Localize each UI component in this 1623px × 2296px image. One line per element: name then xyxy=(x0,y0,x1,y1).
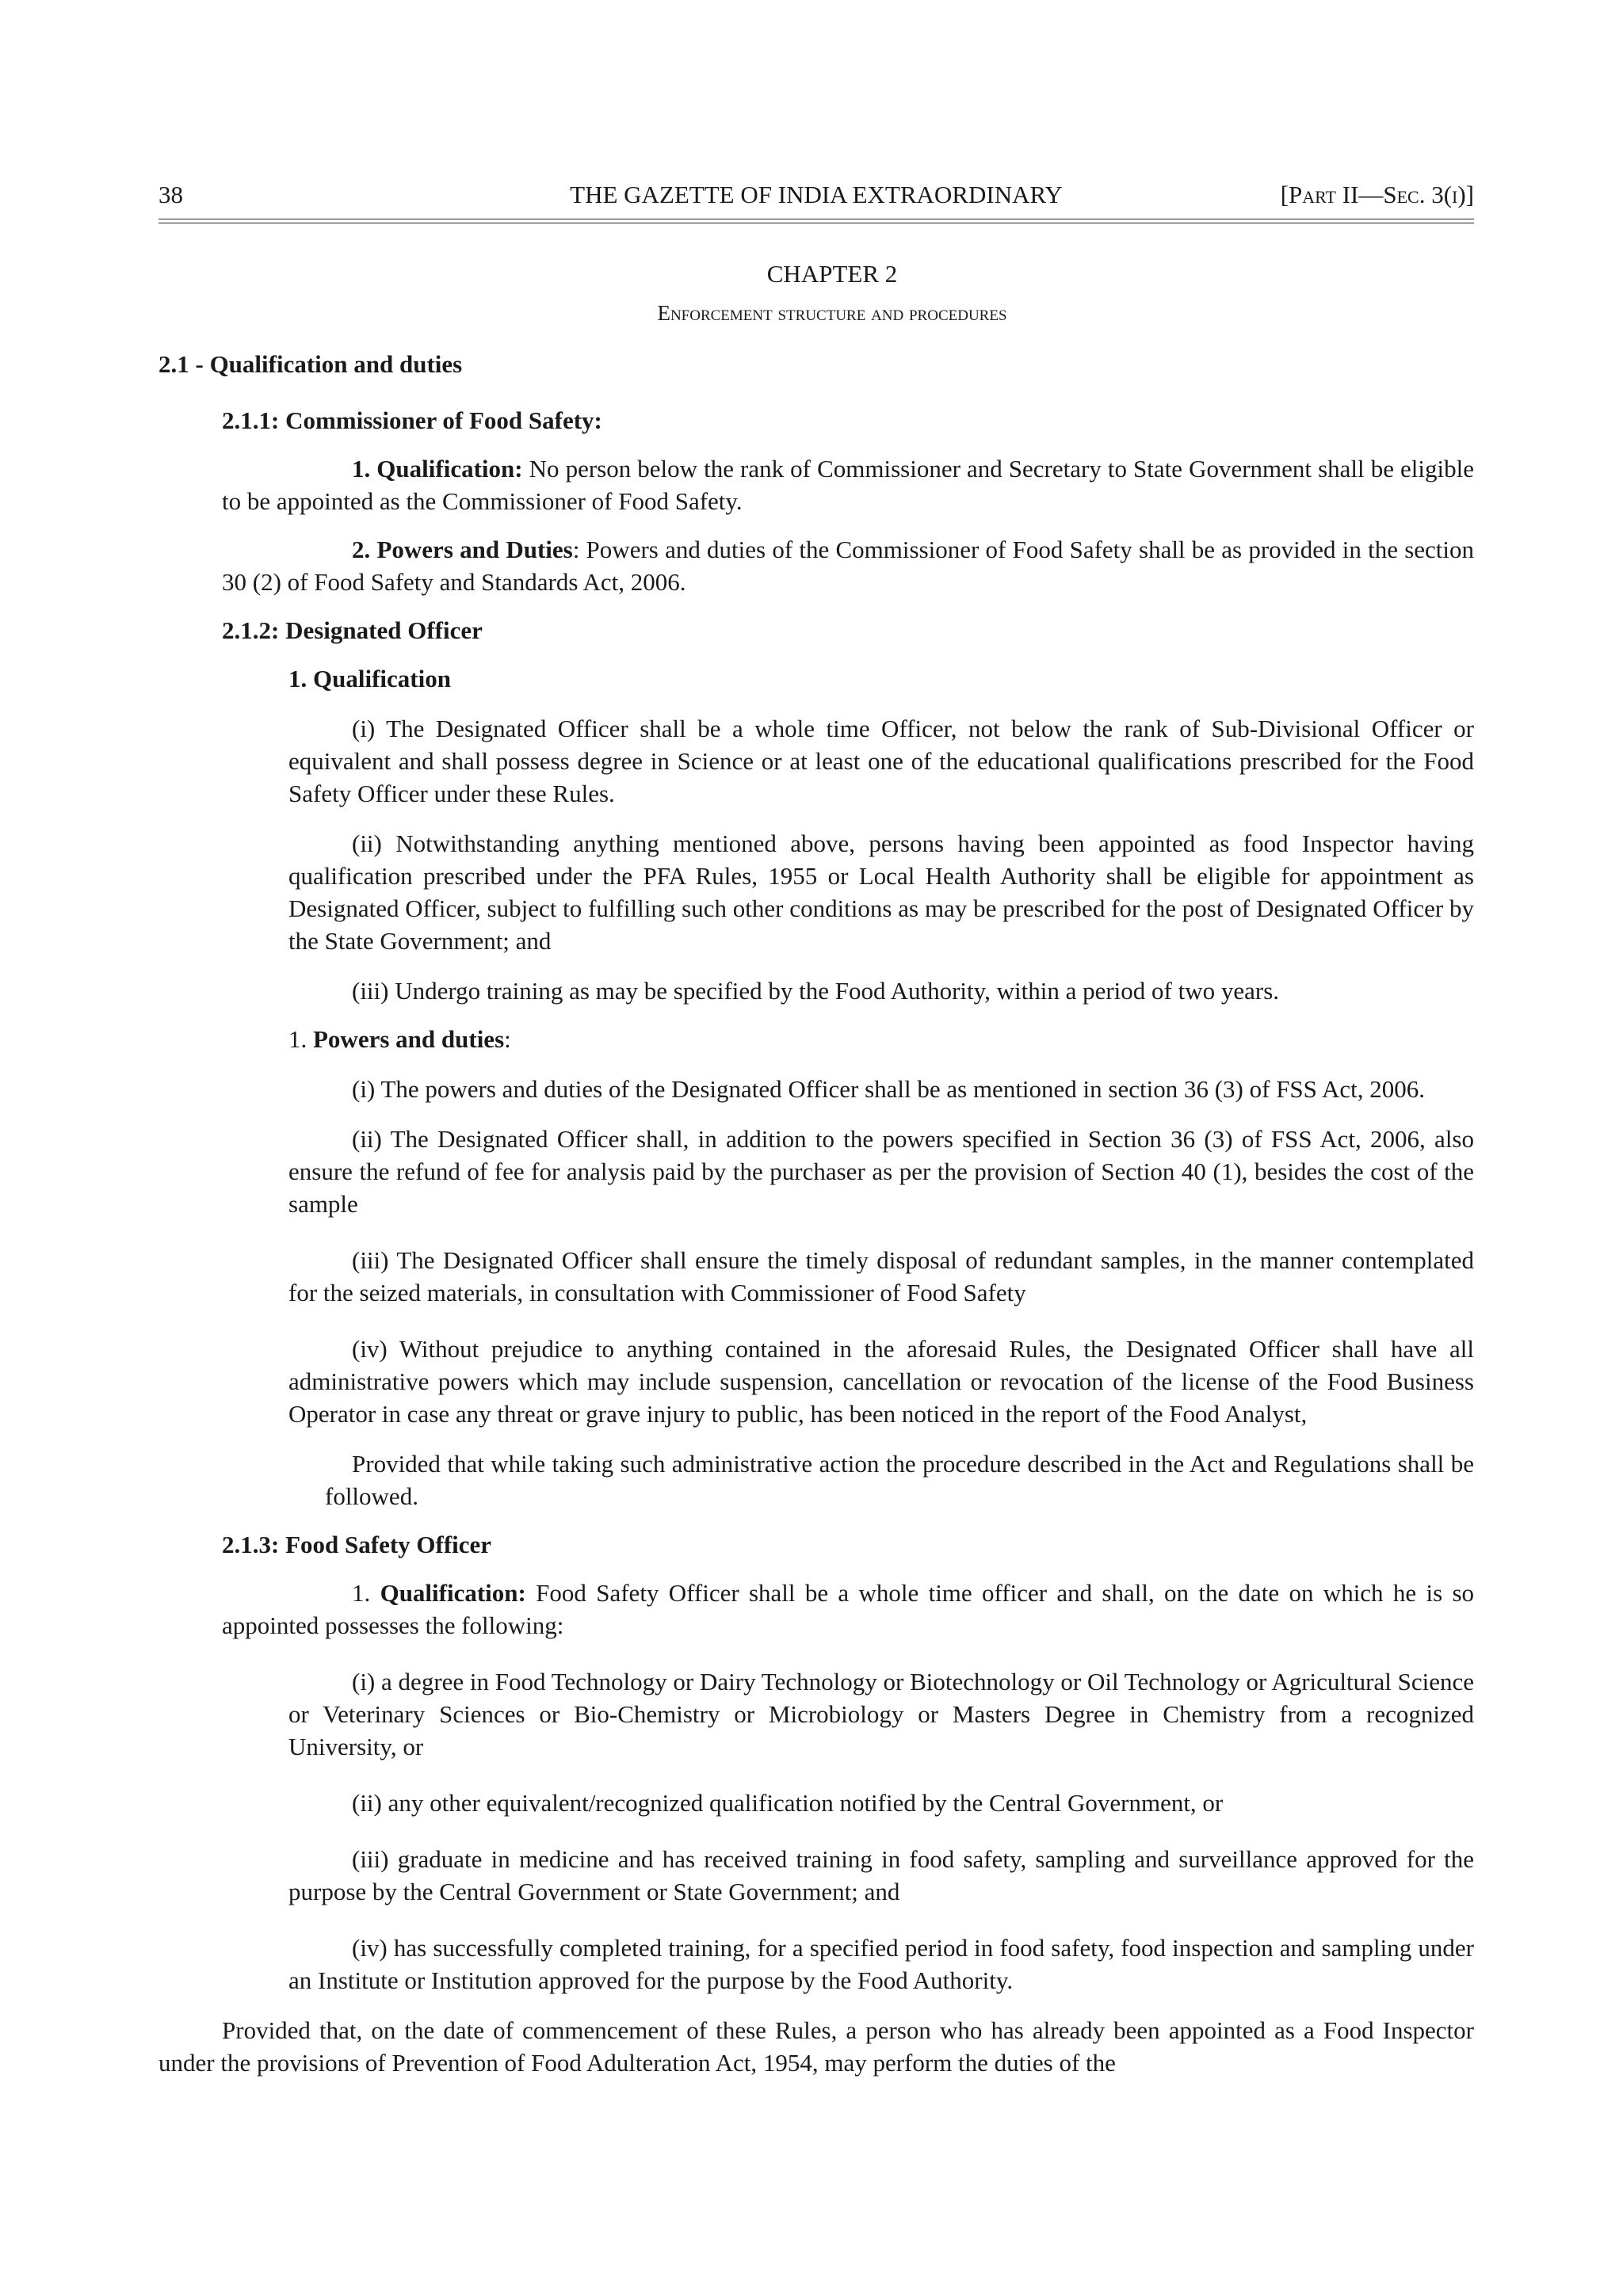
designated-officer-power-i: (i) The powers and duties of the Designated Officer shall be as mentioned in section 36 (3) of FSS Act, 2006. xyxy=(352,1075,1425,1103)
fso-qualification xyxy=(222,1577,1474,1642)
commissioner-powers xyxy=(222,533,1474,598)
fso-qual-i: (i) a degree in Food Technology or Dairy Technology or Biotechnology or Oil Technology or Agricultural Science or Veterinary Sciences or Bio-Chemistry or Microbiology or Masters Degree in Chemistry from a recognized University, or xyxy=(288,1668,1474,1760)
designated-officer-proviso: Provided that while taking such administrative action the procedure described in the Act and Regulations shall be followed. xyxy=(325,1450,1474,1510)
commissioner-powers-label: 2. Powers and Duties xyxy=(352,536,573,563)
powers-label: Powers and duties xyxy=(313,1025,505,1053)
fso-proviso: Provided that, on the date of commencement of these Rules, a person who has already been appointed as a Food Inspector under the provisions of Prevention of Food Adulteration Act, 1954, may perform the duties of the xyxy=(158,2016,1474,2077)
fso-qualification-number: 1. xyxy=(352,1579,380,1607)
commissioner-qualification-text: No person below the rank of Commissioner and Secretary to State Government shall be eligible to be appointed as the Commissioner of Food Safety. xyxy=(222,455,1474,515)
fso-qualification-label: Qualification: xyxy=(380,1579,526,1607)
fso-qual-iii: (iii) graduate in medicine and has received training in food safety, sampling and surveillance approved for the purpose by the Central Government or State Government; and xyxy=(288,1845,1474,1905)
designated-officer-qual-ii: (ii) Notwithstanding anything mentioned above, persons having been appointed as food Inspector having qualification prescribed under the PFA Rules, 1955 or Local Health Authority shall be eligible for appointment as Designated Officer, subject to fulfilling such other conditions as may be prescribed for the post of Designated Officer by the State Government; and xyxy=(288,830,1474,955)
designated-officer-qual-i: (i) The Designated Officer shall be a whole time Officer, not below the rank of Sub-Divisional Officer or equivalent and shall possess degree in Science or at least one of the educational qualifications prescribed for the Food Safety Officer under these Rules. xyxy=(288,715,1474,807)
page-number: 38 xyxy=(158,181,183,208)
section-heading-2-1-2: 2.1.2: Designated Officer xyxy=(222,616,483,644)
powers-colon: : xyxy=(504,1025,511,1053)
section-heading-2-1-3: 2.1.3: Food Safety Officer xyxy=(222,1531,492,1558)
designated-officer-power-ii: (ii) The Designated Officer shall, in addition to the powers specified in Section 36 (3) of FSS Act, 2006, also ensure the refund of fee for analysis paid by the purchaser as per the provision of Section 40 (1), besides the cost of the sample xyxy=(288,1125,1474,1218)
chapter-subtitle: Enforcement structure and procedures xyxy=(657,301,1007,325)
commissioner-qualification xyxy=(222,452,1474,517)
running-header xyxy=(158,181,1474,217)
gazette-title: THE GAZETTE OF INDIA EXTRAORDINARY xyxy=(570,181,1063,208)
section-heading-2-1-1: 2.1.1: Commissioner of Food Safety: xyxy=(222,406,602,434)
section-heading-2-1: 2.1 - Qualification and duties xyxy=(158,350,463,378)
gazette-page xyxy=(158,181,1474,2079)
fso-qualification-text: Food Safety Officer shall be a whole time officer and shall, on the date on which he is so appointed possesses the following: xyxy=(222,1579,1475,1639)
powers-number: 1. xyxy=(288,1025,313,1053)
designated-officer-qualification-heading: 1. Qualification xyxy=(288,665,451,692)
designated-officer-powers-heading xyxy=(288,1023,1474,1055)
fso-qual-ii: (ii) any other equivalent/recognized qualification notified by the Central Government, or xyxy=(352,1789,1224,1817)
chapter-title: CHAPTER 2 xyxy=(766,260,898,288)
fso-qual-iv: (iv) has successfully completed training, for a specified period in food safety, food inspection and sampling under an Institute or Institution approved for the purpose by the Food Authority. xyxy=(288,1934,1474,1994)
designated-officer-qual-iii: (iii) Undergo training as may be specified by the Food Authority, within a period of two years. xyxy=(352,977,1280,1005)
part-section-label: [Part II—Sec. 3(i)] xyxy=(1280,181,1474,208)
commissioner-qualification-label: 1. Qualification: xyxy=(352,455,523,482)
commissioner-powers-text: : Powers and duties of the Commissioner of Food Safety shall be as provided in the section 30 (2) of Food Safety and Standards Act, 2006. xyxy=(222,536,1474,596)
designated-officer-power-iv: (iv) Without prejudice to anything contained in the aforesaid Rules, the Designated Officer shall have all administrative powers which may include suspension, cancellation or revocation of the license of the Food Business Operator in case any threat or grave injury to public, has been noticed in the report of the Food Analyst, xyxy=(288,1335,1474,1428)
designated-officer-power-iii: (iii) The Designated Officer shall ensure the timely disposal of redundant samples, in the manner contemplated for the seized materials, in consultation with Commissioner of Food Safety xyxy=(288,1246,1474,1306)
